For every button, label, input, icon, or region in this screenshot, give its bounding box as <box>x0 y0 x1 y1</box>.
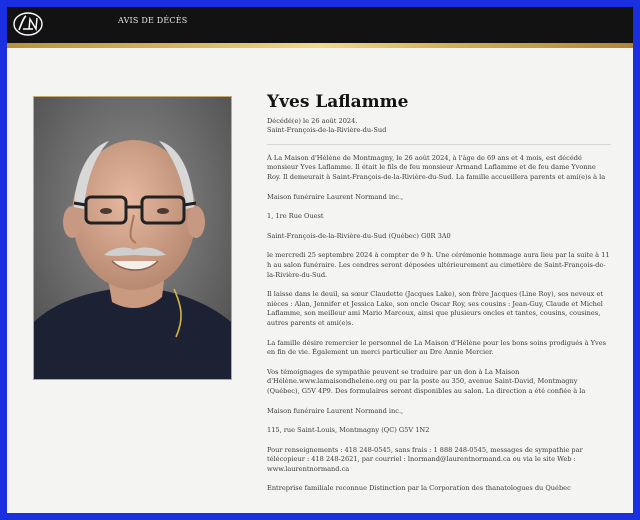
logo-icon[interactable] <box>11 10 45 38</box>
gold-divider-band <box>7 43 633 48</box>
page-frame <box>7 7 633 513</box>
residence-place: Saint-François-de-la-Rivière-du-Sud <box>267 126 387 135</box>
paragraph-intro: À La Maison d'Hélène de Montmagny, le 26 août 2024, à l'âge de 69 ans et 4 mois, est décédé monsieur Yves Laflamme. Il était le fils de feu monsieur Armand Laflamme et de feu dame Yvonne Roy. Il demeurait à Saint-François-de-la-Rivière-du-Sud. La famille accueillera parents et ami(e)s à la <box>267 153 606 181</box>
content-divider <box>267 144 611 145</box>
paragraph-address-street: 1, 1re Rue Ouest <box>267 212 324 221</box>
nav-link-obituaries[interactable]: AVIS DE DÉCÈS <box>118 16 188 25</box>
paragraph-direction-home: Maison funéraire Laurent Normand inc., <box>267 406 404 415</box>
paragraph-family: Il laisse dans le deuil, sa sœur Claudette (Jacques Lake), son frère Jacques (Line Roy), ses neveux et nièces : Alan, Jennifer et Jessica Lake, son oncle Oscar Roy, ses cousins : Jean-Guy, Claude et Michel Laflamme, son meilleur ami Mario Marcoux, ainsi que plusieurs oncles et tantes, cousins, cousines, autres parents et ami(e)s. <box>267 290 604 327</box>
deceased-name: Yves Laflamme <box>267 92 409 112</box>
death-date: Décédé(e) le 26 août 2024. <box>267 117 358 125</box>
paragraph-address-city: Saint-François-de-la-Rivière-du-Sud (Québec) G0R 3A0 <box>267 231 451 240</box>
paragraph-funeral-home: Maison funéraire Laurent Normand inc., <box>267 192 404 201</box>
paragraph-contact-info: Pour renseignements : 418 248-0545, sans frais : 1 888 248-0545, messages de sympathie par télécopieur : 418 248-2621, par courriel : lnormand@laurentnormand.ca ou via le site Web : www.laurentnormand.ca <box>267 445 583 473</box>
top-navigation-bar <box>7 7 633 43</box>
paragraph-thanks: La famille désire remercier le personnel de La Maison d'Hélène pour les bons soins prodigués à Yves en fin de vie. Également un merci particulier au Dre Annie Mercier. <box>267 338 607 357</box>
obituary-content <box>267 92 611 504</box>
portrait-photo <box>33 96 232 380</box>
portrait-illustration <box>34 97 231 379</box>
paragraph-ceremony: le mercredi 25 septembre 2024 à compter de 9 h. Une cérémonie hommage aura lieu par la suite à 11 h au salon funéraire. Les cendres seront déposées ultérieurement au cimetière de Saint-François-de-la-Rivière-du-Sud. <box>267 251 610 279</box>
paragraph-direction-address: 115, rue Saint-Louis, Montmagny (QC) G5V 1N2 <box>267 426 430 435</box>
paragraph-donations: Vos témoignages de sympathie peuvent se traduire par un don à La Maison d'Hélène.www.lamaisondhelene.org ou par la poste au 350, avenue Saint-David, Montmagny (Québec), G5V 4P9. Des formulaires seront disponibles au salon. La direction a été confiée à la <box>267 367 586 395</box>
paragraph-distinction: Entreprise familiale reconnue Distinction par la Corporation des thanatologues du Québec <box>267 484 571 493</box>
